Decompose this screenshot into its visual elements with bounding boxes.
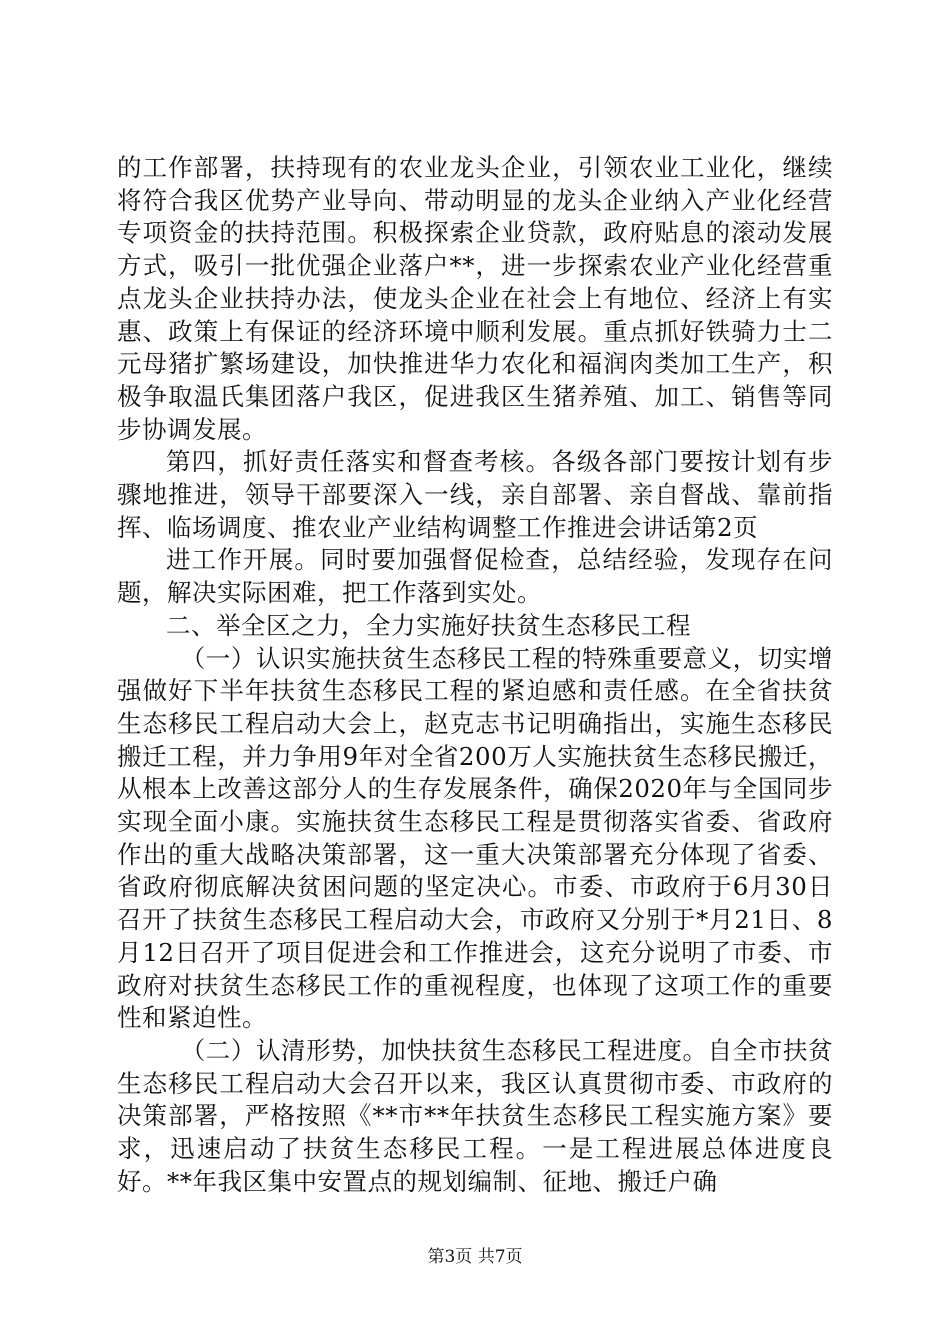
paragraph-continuation: 的工作部署，扶持现有的农业龙头企业，引领农业工业化，继续将符合我区优势产业导向、带动明显的龙头企业纳入产业化经营专项资金的扶持范围。积极探索企业贷款，政府贴息的滚动发展方式，吸引一批优强企业落户**，进一步探索农业产业化经营重点龙头企业扶持办法，使龙头企业在社会上有地位、经济上有实惠、政策上有保证的经济环境中顺利发展。重点抓好铁骑力士二元母猪扩繁场建设，加快推进华力农化和福润肉类加工生产，积极争取温氏集团落户我区，促进我区生猪养殖、加工、销售等同步协调发展。 — [117, 153, 833, 444]
paragraph-fourth-point-continued: 进工作开展。同时要加强督促检查，总结经验，发现存在问题，解决实际困难，把工作落到实处。 — [117, 545, 833, 608]
paragraph-subsection-two: （二）认清形势，加快扶贫生态移民工程进度。自全市扶贫生态移民工程启动大会召开以来，我区认真贯彻市委、市政府的决策部署，严格按照《**市**年扶贫生态移民工程实施方案》要求，迅速启动了扶贫生态移民工程。一是工程进展总体进度良好。**年我区集中安置点的规划编制、征地、搬迁户确 — [117, 1035, 833, 1196]
section-heading-two: 二、举全区之力，全力实施好扶贫生态移民工程 — [166, 610, 691, 640]
paragraph-fourth-point: 第四，抓好责任落实和督查考核。各级各部门要按计划有步骤地推进，领导干部要深入一线，亲自部署、亲自督战、靠前指挥、临场调度、推农业产业结构调整工作推进会讲话第2页 — [117, 447, 833, 542]
paragraph-subsection-one: （一）认识实施扶贫生态移民工程的特殊重要意义，切实增强做好下半年扶贫生态移民工程的紧迫感和责任感。在全省扶贫生态移民工程启动大会上，赵克志书记明确指出，实施生态移民搬迁工程，并力争用9年对全省200万人实施扶贫生态移民搬迁，从根本上改善这部分人的生存发展条件，确保2020年与全国同步实现全面小康。实施扶贫生态移民工程是贯彻落实省委、省政府作出的重大战略决策部署，这一重大决策部署充分体现了省委、省政府彻底解决贫困问题的坚定决心。市委、市政府于6月30日召开了扶贫生态移民工程启动大会，市政府又分别于*月21日、8月12日召开了项目促进会和工作推进会，这充分说明了市委、市政府对扶贫生态移民工作的重视程度，也体现了这项工作的重要性和紧迫性。 — [117, 643, 833, 1033]
document-body — [117, 152, 833, 1199]
page-number: 第3页 共7页 — [427, 1247, 523, 1267]
page-footer — [0, 1246, 950, 1268]
